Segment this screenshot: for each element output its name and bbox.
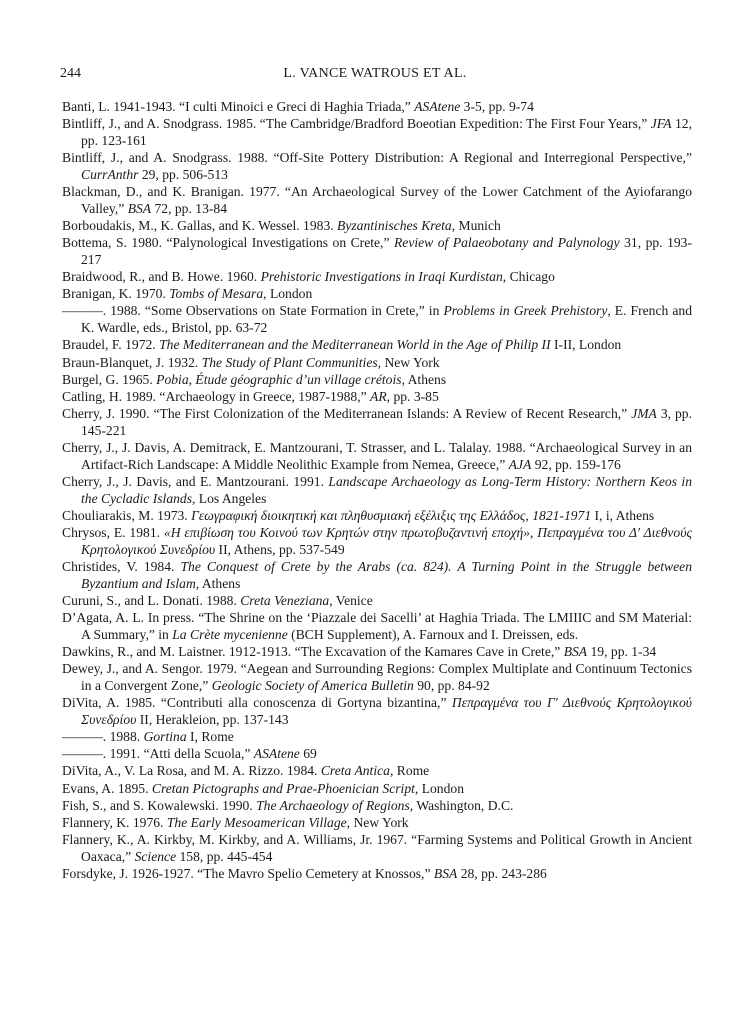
bibliography-entry [62, 610, 692, 643]
bibliography-entry [62, 695, 692, 728]
entry-text: Bintliff, J., and A. Snodgrass. 1988. “Off-Site Pottery Distribution: A Regional and Interregional Perspective,” [62, 150, 692, 166]
entry-title-italic: AJA [508, 456, 532, 472]
entry-text: Cherry, J. 1990. “The First Colonization of the Mediterranean Islands: A Review of Recent Research,” [62, 406, 632, 422]
entry-text: Flannery, K. 1976. [62, 815, 167, 831]
entry-text: Banti, L. 1941-1943. “I culti Minoici e Greci di Haghia Triada,” [62, 99, 415, 114]
entry-text: Evans, A. 1895. [62, 780, 152, 796]
entry-text: Branigan, K. 1970. [62, 286, 170, 302]
bibliography-entry [62, 269, 692, 286]
entry-text: D’Agata, A. L. In press. “The Shrine on the ‘Piazzale dei Sacelli’ at Haghia Triada. The LMIIIC and SM Material: A Summary,” in [62, 610, 692, 642]
entry-text: ———. 1991. “Atti della Scuola,” [62, 746, 254, 762]
entry-suffix: 90, pp. 84-92 [413, 677, 490, 693]
entry-title-italic: BSA [563, 644, 588, 659]
bibliography-entry [62, 781, 692, 798]
entry-title-italic: JMA [631, 406, 657, 422]
entry-suffix: , Venice [329, 592, 373, 608]
entry-suffix: , Rome [389, 763, 430, 779]
entry-title-italic: Pobia, Étude géographic d’un village crétois [156, 371, 402, 387]
entry-text: Blackman, D., and K. Branigan. 1977. “An Archaeological Survey of the Lower Catchment of the Ayiofarango Valley,” [62, 184, 692, 216]
bibliography-entry [62, 184, 692, 217]
entry-title-italic: Byzantinisches Kreta [337, 217, 452, 233]
entry-suffix: 69 [299, 746, 317, 762]
bibliography-entry [62, 372, 692, 389]
bibliography-entry [62, 798, 692, 815]
entry-text: Flannery, K., A. Kirkby, M. Kirkby, and A. Williams, Jr. 1967. “Farming Systems and Political Growth in Ancient Oaxaca,” [62, 832, 692, 864]
entry-suffix: 19, pp. 1-34 [587, 644, 657, 659]
entry-title-italic: Γεωγραφική διοικητική και πληθυσμιακή εξέλιξις της Ελλάδος, 1821-1971 [191, 507, 592, 523]
entry-title-italic: Problems in Greek Prehistory [443, 303, 608, 319]
entry-title-italic: ASAtene [253, 746, 300, 762]
bibliography-entry [62, 763, 692, 780]
entry-text: Burgel, G. 1965. [62, 371, 157, 387]
bibliography-entry [62, 508, 692, 525]
entry-suffix: , Washington, D.C. [409, 797, 514, 813]
bibliography-entry [62, 832, 692, 865]
entry-suffix: II, Herakleion, pp. 137-143 [136, 711, 289, 727]
bibliography-entry [62, 286, 692, 303]
entry-text: Cherry, J., J. Davis, A. Demitrack, E. Mantzourani, T. Strasser, and L. Talalay. 1988. “Archaeological Survey in an Artifact-Rich Landscape: A Middle Neolithic Example from Nemea, Greece,” [62, 440, 692, 472]
bibliography-entry [62, 525, 692, 558]
entry-title-italic: La Crète mycenienne [172, 626, 288, 642]
entry-title-italic: The Mediterranean and the Mediterranean World in the Age of Philip II [159, 337, 551, 353]
entry-text: Dewey, J., and A. Sengor. 1979. “Aegean and Surrounding Regions: Complex Multiplate and Continuum Tectonics in a Convergent Zone,” [62, 661, 692, 693]
entry-text: Cherry, J., J. Davis, and E. Mantzourani. 1991. [62, 473, 329, 489]
entry-text: Chrysos, E. 1981. [62, 525, 164, 541]
entry-suffix: , Munich [451, 217, 501, 233]
entry-title-italic: AR [370, 388, 387, 404]
bibliography-entry [62, 337, 692, 354]
entry-text: Christides, V. 1984. [62, 558, 181, 574]
entry-title-italic: CurrAnthr [81, 166, 139, 182]
bibliography-entry [62, 355, 692, 372]
bibliography-list [62, 99, 692, 883]
entry-text: Borboudakis, M., K. Gallas, and K. Wessel. 1983. [62, 217, 338, 233]
entry-suffix: 158, pp. 445-454 [176, 848, 273, 864]
entry-text: Catling, H. 1989. “Archaeology in Greece, 1987-1988,” [62, 388, 371, 404]
entry-title-italic: Gortina [143, 729, 187, 745]
bibliography-entry [62, 406, 692, 439]
entry-text: Dawkins, R., and M. Laistner. 1912-1913. “The Excavation of the Kamares Cave in Crete,” [62, 644, 564, 659]
bibliography-entry [62, 116, 692, 149]
bibliography-entry [62, 661, 692, 694]
entry-title-italic: Tombs of Mesara [169, 286, 264, 302]
bibliography-entry [62, 474, 692, 507]
entry-suffix: 92, pp. 159-176 [531, 456, 621, 472]
entry-title-italic: The Conquest of Crete by the Arabs (ca. 824). A Turning Point in the Struggle between Byzantium and Islam [81, 558, 692, 591]
bibliography-entry [62, 99, 692, 116]
entry-title-italic: Prehistoric Investigations in Iraqi Kurdistan [260, 269, 503, 285]
entry-text: Bintliff, J., and A. Snodgrass. 1985. “The Cambridge/Bradford Boeotian Expedition: The First Four Years,” [62, 116, 651, 132]
entry-title-italic: Landscape Archaeology as Long-Term History: Northern Keos in the Cycladic Islands [81, 473, 692, 506]
entry-title-italic: BSA [433, 866, 458, 882]
entry-text: ———. 1988. “Some Observations on State Formation in Crete,” in [62, 303, 444, 319]
bibliography-entry [62, 235, 692, 268]
entry-suffix: II, Athens, pp. 537-549 [215, 541, 345, 557]
entry-text: Forsdyke, J. 1926-1927. “The Mavro Spelio Cemetery at Knossos,” [62, 866, 434, 882]
bibliography-entry [62, 303, 692, 336]
entry-suffix: I, Rome [186, 729, 234, 745]
entry-suffix: , Los Angeles [192, 490, 267, 506]
entry-suffix: 28, pp. 243-286 [457, 866, 547, 882]
entry-suffix: 72, pp. 13-84 [151, 200, 227, 216]
bibliography-entry [62, 559, 692, 592]
entry-text: Fish, S., and S. Kowalewski. 1990. [62, 797, 257, 813]
entry-suffix: 3-5, pp. 9-74 [460, 99, 534, 114]
entry-title-italic: BSA [127, 200, 152, 216]
entry-suffix: , Athens [195, 575, 241, 591]
entry-suffix: 29, pp. 506-513 [138, 166, 228, 182]
entry-text: Braidwood, R., and B. Howe. 1960. [62, 269, 261, 285]
entry-suffix: I, i, Athens [591, 507, 655, 523]
bibliography-entry [62, 644, 692, 661]
entry-title-italic: ASAtene [414, 99, 461, 114]
entry-suffix: , Athens [401, 371, 447, 387]
entry-title-italic: Science [134, 848, 177, 864]
entry-title-italic: Review of Palaeobotany and Palynology [394, 235, 620, 251]
entry-suffix: , pp. 3-85 [386, 388, 439, 404]
bibliography-entry [62, 866, 692, 883]
bibliography-entry [62, 815, 692, 832]
entry-text: Chouliarakis, M. 1973. [62, 507, 192, 523]
entry-title-italic: The Study of Plant Communities [201, 354, 378, 370]
entry-title-italic: Cretan Pictographs and Prae-Phoenician Script [151, 780, 415, 796]
entry-text: Curuni, S., and L. Donati. 1988. [62, 592, 241, 608]
bibliography-entry [62, 389, 692, 406]
entry-suffix: 3, pp. 145-221 [81, 406, 693, 438]
running-head: L. VANCE WATROUS ET AL. [283, 66, 467, 81]
entry-title-italic: JFA [650, 116, 672, 132]
bibliography-entry [62, 440, 692, 473]
entry-suffix: , London [263, 286, 313, 302]
entry-suffix: , Chicago [502, 269, 555, 285]
entry-suffix: I-II, London [550, 337, 622, 353]
entry-text: Braudel, F. 1972. [62, 337, 160, 353]
entry-suffix: , London [414, 780, 464, 796]
page-number: 244 [60, 66, 81, 81]
bibliography-entry [62, 746, 692, 763]
entry-text: Braun-Blanquet, J. 1932. [62, 354, 202, 370]
entry-suffix: (BCH Supplement), A. Farnoux and I. Dreissen, eds. [287, 626, 579, 642]
bibliography-entry [62, 150, 692, 183]
entry-suffix: 12, pp. 123-161 [81, 116, 692, 148]
entry-title-italic: The Early Mesoamerican Village [166, 815, 347, 831]
bibliography-entry [62, 593, 692, 610]
bibliography-entry [62, 218, 692, 235]
entry-title-italic: The Archaeology of Regions [256, 797, 410, 813]
entry-title-italic: «Η επιβίωση του Κοινού των Κρητών στην πρωτοβυζαντινή εποχή», Πεπραγμένα του Δ′ Διεθνούς Κρητολογικού Συνεδρίου [81, 525, 692, 557]
page-header [60, 66, 690, 84]
entry-text: Bottema, S. 1980. “Palynological Investigations on Crete,” [62, 235, 394, 251]
entry-title-italic: Πεπραγμένα του Γ′ Διεθνούς Κρητολογικού Συνεδρίου [81, 695, 692, 727]
entry-text: DiVita, A., V. La Rosa, and M. A. Rizzo. 1984. [62, 763, 321, 779]
entry-suffix: , New York [346, 815, 409, 831]
entry-suffix: , New York [377, 354, 440, 370]
entry-title-italic: Geologic Society of America Bulletin [211, 677, 414, 693]
entry-suffix: 31, pp. 193-217 [81, 235, 692, 267]
entry-title-italic: Creta Veneziana [240, 592, 330, 608]
bibliography-entry [62, 729, 692, 746]
entry-title-italic: Creta Antica [320, 763, 390, 779]
entry-text: DiVita, A. 1985. “Contributi alla conoscenza di Gortyna bizantina,” [62, 695, 452, 711]
entry-suffix: , E. French and K. Wardle, eds., Bristol, pp. 63-72 [81, 303, 692, 336]
entry-text: ———. 1988. [62, 729, 144, 745]
